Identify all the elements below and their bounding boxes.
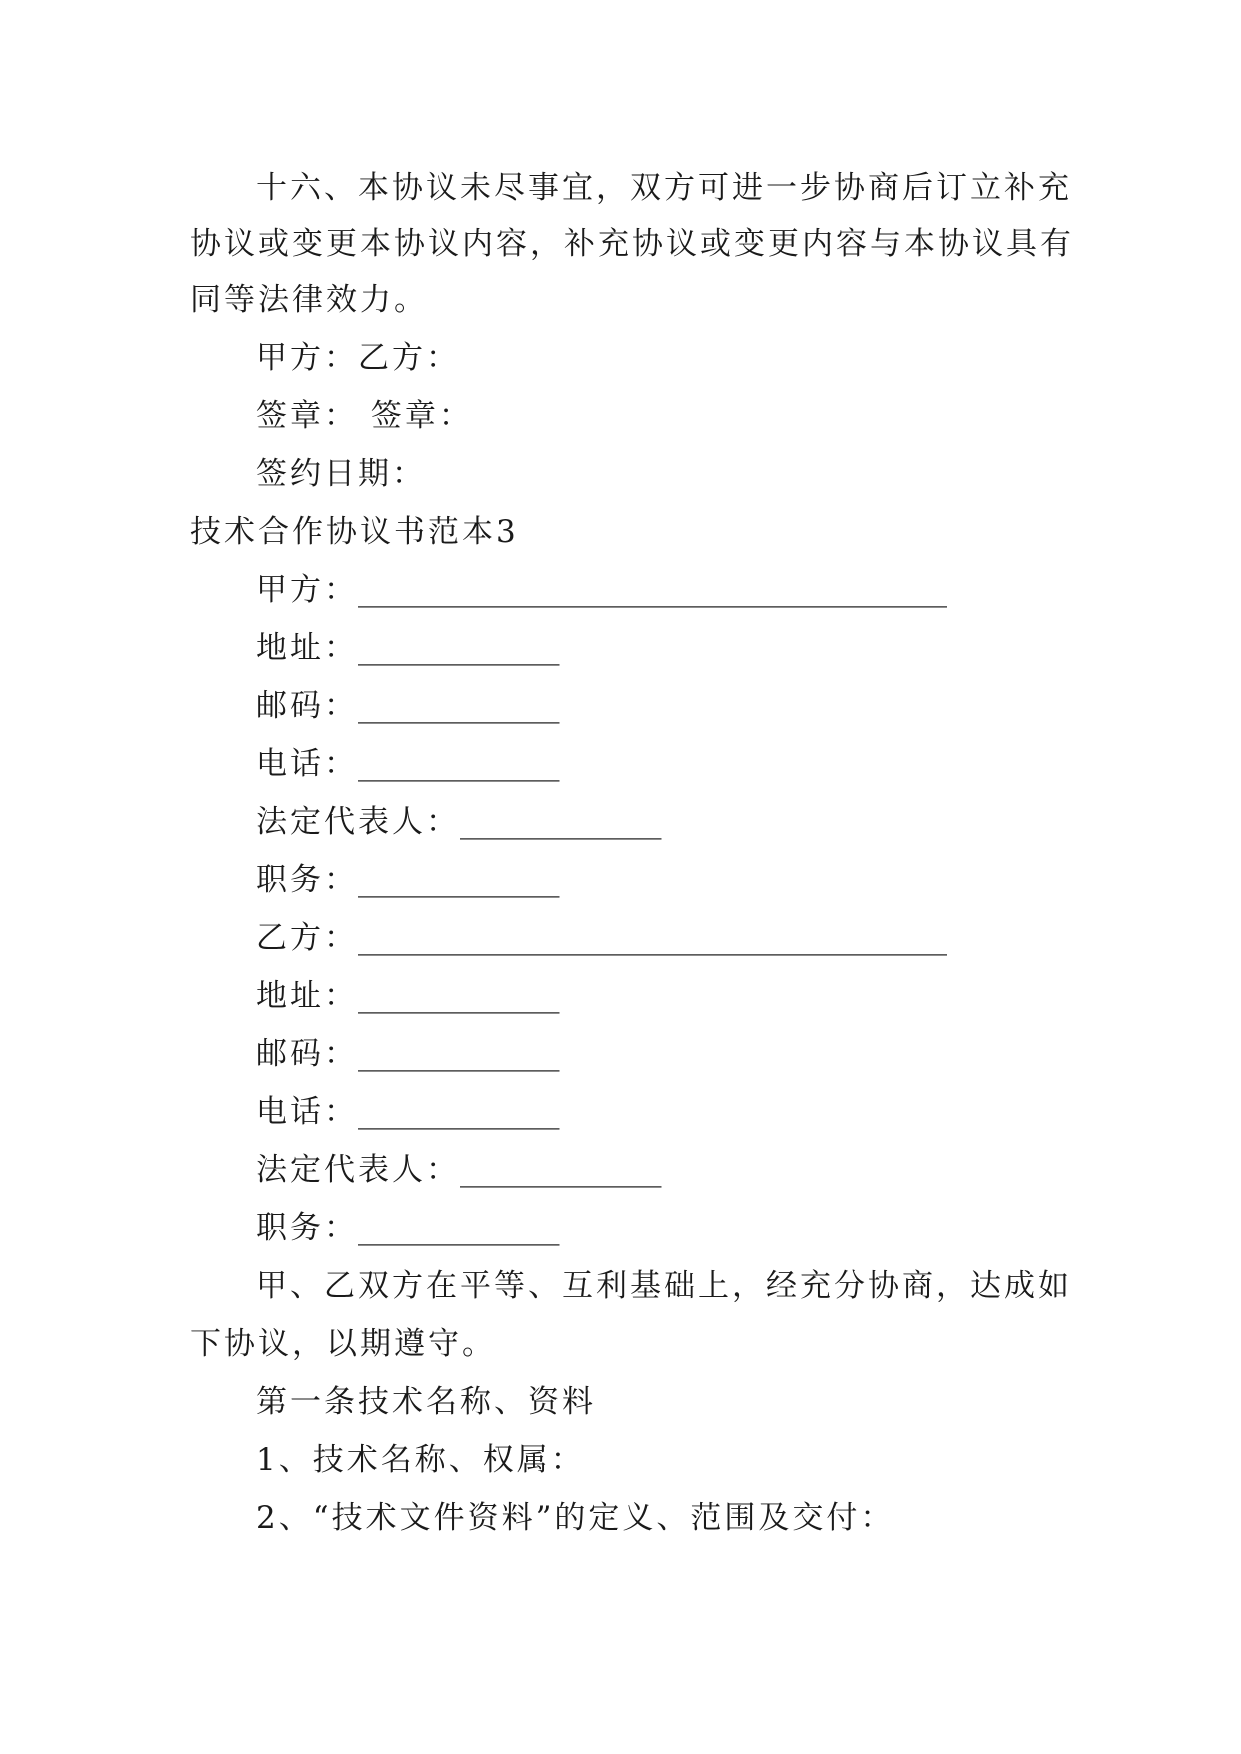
sign-seals: 签章： 签章： [256,398,473,434]
party-a-name-row [256,570,947,610]
article1-item2: 2、“技术文件资料”的定义、范围及交付： [256,1500,895,1536]
party-b-phone-label: 电话： [256,1094,358,1130]
party-b-phone-row [256,1092,560,1132]
party-a-rep-row [256,802,662,842]
template-title: 技术合作协议书范本3 [190,514,519,550]
party-a-phone-row [256,744,560,784]
party-b-title-label: 职务： [256,1210,358,1246]
party-b-postcode-label: 邮码： [256,1036,358,1072]
party-b-rep-row [256,1150,662,1190]
party-a-name-blank: ______________________________________ [358,572,947,608]
party-b-address-label: 地址： [256,978,358,1014]
sign-date: 签约日期： [256,456,426,492]
clause16-line2: 协议或变更本协议内容，补充协议或变更内容与本协议具有 [190,226,1074,262]
sign-parties: 甲方：乙方： [256,340,460,376]
party-b-title-blank: _____________ [358,1210,560,1246]
party-b-rep-blank: _____________ [460,1152,662,1188]
party-b-phone-blank: _____________ [358,1094,560,1130]
party-a-phone-label: 电话： [256,746,358,782]
party-a-postcode-label: 邮码： [256,688,358,724]
party-a-phone-blank: _____________ [358,746,560,782]
party-b-rep-label: 法定代表人： [256,1152,460,1188]
party-a-address-label: 地址： [256,630,358,666]
party-a-address-blank: _____________ [358,630,560,666]
party-a-rep-label: 法定代表人： [256,804,460,840]
party-b-name-label: 乙方： [256,920,358,956]
party-b-name-row [256,918,947,958]
preamble-line2: 下协议，以期遵守。 [190,1326,496,1362]
preamble-line1: 甲、乙双方在平等、互利基础上，经充分协商，达成如 [256,1268,1072,1304]
article1-title: 第一条技术名称、资料 [256,1384,596,1420]
party-b-name-blank: ______________________________________ [358,920,947,956]
party-a-title-label: 职务： [256,862,358,898]
party-b-address-blank: _____________ [358,978,560,1014]
party-a-address-row [256,628,560,668]
party-b-postcode-blank: _____________ [358,1036,560,1072]
party-a-name-label: 甲方： [256,572,358,608]
clause16-line3: 同等法律效力。 [190,282,428,318]
party-b-address-row [256,976,560,1016]
clause16-line1: 十六、本协议未尽事宜，双方可进一步协商后订立补充 [256,170,1072,206]
party-a-postcode-row [256,686,560,726]
party-a-title-blank: _____________ [358,862,560,898]
party-a-rep-blank: _____________ [460,804,662,840]
party-a-title-row [256,860,560,900]
article1-item1: 1、技术名称、权属： [256,1442,585,1478]
party-a-postcode-blank: _____________ [358,688,560,724]
party-b-postcode-row [256,1034,560,1074]
party-b-title-row [256,1208,560,1248]
